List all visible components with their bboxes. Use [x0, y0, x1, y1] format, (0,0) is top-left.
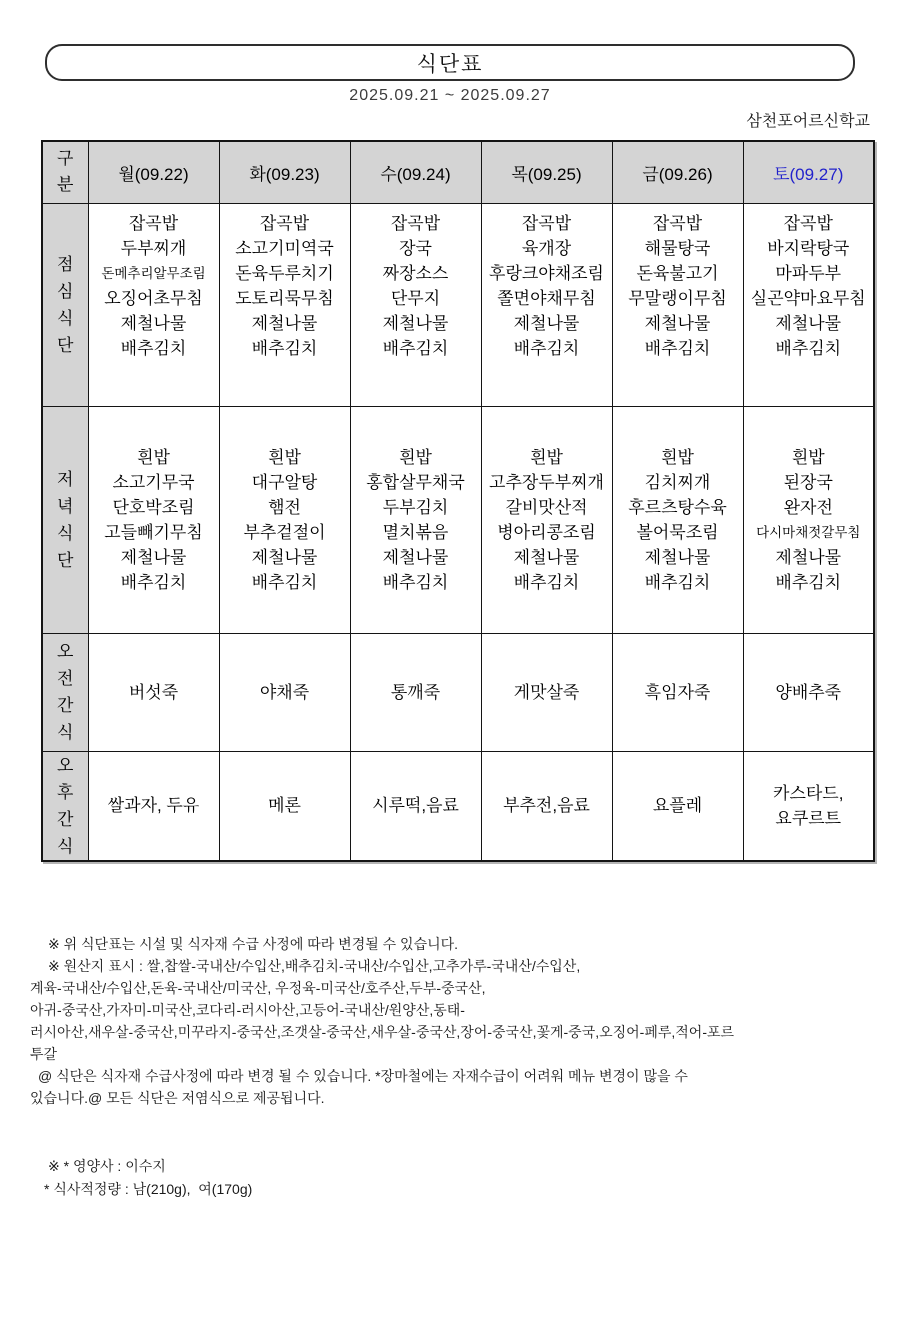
menu-item: 게맛살죽 — [513, 682, 580, 702]
menu-item: 오징어초무침 — [104, 288, 203, 308]
menu-cell-amsnack-thu — [481, 633, 612, 751]
menu-item: 무말랭이무침 — [628, 288, 727, 308]
menu-item: 부추겉절이 — [243, 522, 326, 542]
menu-cell-pmsnack-wed — [350, 751, 481, 861]
menu-item: 후랑크야채조림 — [489, 263, 604, 283]
day-header-sat: 토(09.27) — [743, 141, 874, 203]
menu-item: 장국 — [399, 238, 432, 258]
menu-cell-dinner-wed — [350, 406, 481, 633]
menu-item: 잡곡밥 — [521, 213, 572, 233]
school-name: 삼천포어르신학교 — [746, 113, 870, 130]
menu-item: 양배추죽 — [775, 682, 842, 702]
menu-item: 볼어묵조림 — [636, 522, 719, 542]
menu-cell-lunch-sat — [743, 203, 874, 406]
menu-item: 짜장소스 — [382, 263, 449, 283]
menu-item: 제철나물 — [775, 313, 842, 333]
menu-cell-amsnack-mon — [88, 633, 219, 751]
menu-item: 시루떡,음료 — [372, 796, 459, 815]
menu-item: 카스타드, 요쿠르트 — [773, 783, 844, 828]
menu-item: 고추장두부찌개 — [489, 472, 604, 492]
menu-item: 흰밥 — [137, 447, 170, 467]
menu-item: 요플레 — [652, 796, 703, 815]
menu-item: 제철나물 — [644, 547, 711, 567]
menu-cell-dinner-thu — [481, 406, 612, 633]
corner-cell-gubun: 구 분 — [42, 141, 88, 203]
day-header-tue: 화(09.23) — [219, 141, 350, 203]
table-header-row — [42, 141, 874, 203]
page-title: 식단표 — [416, 52, 484, 76]
title-box — [45, 44, 855, 81]
menu-cell-dinner-fri — [612, 406, 743, 633]
row-label-afternoon-snack: 오 후 간 식 — [42, 751, 88, 861]
note-line: @ 식단은 식자재 수급사정에 따라 변경 될 수 있습니다. *장마철에는 자재수급이 어려워 메뉴 변경이 많을 수 — [38, 1067, 688, 1084]
menu-item: 잡곡밥 — [259, 213, 310, 233]
menu-cell-amsnack-sat — [743, 633, 874, 751]
note-line: 러시아산,새우살-중국산,미꾸라지-중국산,조갯살-중국산,새우살-중국산,장어-중국산,꽃게-중국,오징어-페루,적어-포르 — [30, 1023, 735, 1040]
menu-item: 제철나물 — [382, 313, 449, 333]
menu-item: 갈비맛산적 — [505, 497, 588, 517]
note-line: 투갈 — [30, 1045, 58, 1062]
menu-item: 배추김치 — [513, 338, 580, 358]
menu-item: 해물탕국 — [644, 238, 711, 258]
menu-cell-dinner-mon — [88, 406, 219, 633]
menu-item: 흰밥 — [268, 447, 301, 467]
menu-item: 바지락탕국 — [767, 238, 850, 258]
menu-item: 소고기미역국 — [235, 238, 334, 258]
menu-item: 후르츠탕수육 — [628, 497, 727, 517]
origin-notes — [30, 933, 880, 1109]
day-header-thu: 목(09.25) — [481, 141, 612, 203]
note-line: ※ 위 식단표는 시설 및 식자재 수급 사정에 따라 변경될 수 있습니다. — [48, 935, 459, 952]
row-label-morning-snack: 오 전 간 식 — [42, 633, 88, 751]
menu-cell-amsnack-tue — [219, 633, 350, 751]
menu-item: 메론 — [268, 796, 301, 815]
portion-line: * 식사적정량 : 남(210g), 여(170g) — [44, 1180, 253, 1197]
menu-item: 배추김치 — [775, 338, 842, 358]
menu-item: 배추김치 — [382, 338, 449, 358]
menu-item: 돈메추리알무조림 — [101, 265, 206, 281]
menu-cell-pmsnack-thu — [481, 751, 612, 861]
date-range: 2025.09.21 ~ 2025.09.27 — [349, 87, 551, 104]
menu-item: 부추전,음료 — [503, 796, 590, 815]
menu-item: 단무지 — [390, 288, 441, 308]
menu-item: 흰밥 — [530, 447, 563, 467]
menu-cell-dinner-tue — [219, 406, 350, 633]
lunch-row — [42, 203, 874, 406]
menu-item: 잡곡밥 — [128, 213, 179, 233]
menu-item: 제철나물 — [382, 547, 449, 567]
menu-item: 마파두부 — [775, 263, 842, 283]
menu-cell-lunch-fri — [612, 203, 743, 406]
dinner-row — [42, 406, 874, 633]
menu-item: 배추김치 — [120, 338, 187, 358]
afternoon-snack-row — [42, 751, 874, 861]
menu-item: 배추김치 — [251, 338, 318, 358]
menu-item: 잡곡밥 — [652, 213, 703, 233]
menu-item: 버섯죽 — [128, 682, 179, 702]
menu-cell-lunch-thu — [481, 203, 612, 406]
menu-cell-dinner-sat — [743, 406, 874, 633]
morning-snack-row — [42, 633, 874, 751]
day-header-mon: 월(09.22) — [88, 141, 219, 203]
menu-cell-amsnack-wed — [350, 633, 481, 751]
menu-item: 소고기무국 — [112, 472, 195, 492]
note-line: ※ 원산지 표시 : 쌀,찹쌀-국내산/수입산,배추김치-국내산/수입산,고추가루-국내산/수입산, — [48, 957, 581, 974]
menu-item: 흰밥 — [661, 447, 694, 467]
menu-item: 다시마채젓갈무침 — [756, 524, 861, 540]
menu-item: 된장국 — [783, 472, 833, 492]
row-label-dinner: 저 녁 식 단 — [42, 406, 88, 633]
staff-info — [44, 1155, 880, 1201]
menu-item: 잡곡밥 — [390, 213, 441, 233]
menu-item: 대구알탕 — [251, 472, 318, 492]
menu-item: 잡곡밥 — [783, 213, 833, 233]
menu-item: 돈육불고기 — [636, 263, 719, 283]
menu-item: 흰밥 — [399, 447, 432, 467]
dietitian-line: ※ * 영양사 : 이수지 — [48, 1157, 166, 1174]
menu-item: 제철나물 — [513, 313, 580, 333]
meal-plan-page — [0, 44, 900, 1317]
menu-item: 고들빼기무침 — [104, 522, 203, 542]
menu-cell-amsnack-fri — [612, 633, 743, 751]
menu-item: 배추김치 — [644, 338, 711, 358]
meal-plan-table — [41, 140, 875, 862]
menu-item: 단호박조림 — [112, 497, 195, 517]
menu-item: 제철나물 — [775, 547, 842, 567]
menu-item: 배추김치 — [382, 572, 449, 592]
menu-item: 제철나물 — [251, 547, 318, 567]
row-label-lunch: 점 심 식 단 — [42, 203, 88, 406]
menu-item: 배추김치 — [644, 572, 711, 592]
menu-item: 배추김치 — [513, 572, 580, 592]
menu-item: 제철나물 — [251, 313, 318, 333]
menu-cell-lunch-wed — [350, 203, 481, 406]
menu-item: 쌀과자, 두유 — [107, 796, 200, 815]
menu-item: 병아리콩조림 — [497, 522, 596, 542]
menu-item: 배추김치 — [775, 572, 842, 592]
menu-cell-pmsnack-tue — [219, 751, 350, 861]
day-header-fri: 금(09.26) — [612, 141, 743, 203]
note-line: 아귀-중국산,가자미-미국산,코다리-러시아산,고등어-국내산/원양산,동태- — [30, 1001, 465, 1018]
menu-item: 통깨죽 — [390, 682, 441, 702]
menu-cell-lunch-mon — [88, 203, 219, 406]
menu-item: 야채죽 — [259, 682, 310, 702]
menu-item: 배추김치 — [120, 572, 187, 592]
menu-item: 실곤약마요무침 — [750, 288, 866, 308]
note-line: 있습니다.@ 모든 식단은 저염식으로 제공됩니다. — [30, 1089, 325, 1106]
menu-cell-pmsnack-mon — [88, 751, 219, 861]
menu-item: 홍합살무채국 — [366, 472, 465, 492]
menu-item: 배추김치 — [251, 572, 318, 592]
menu-item: 햄전 — [268, 497, 301, 517]
note-line: 계육-국내산/수입산,돈육-국내산/미국산, 우정육-미국산/호주산,두부-중국산, — [30, 979, 486, 996]
menu-cell-pmsnack-sat — [743, 751, 874, 861]
menu-item: 완자전 — [783, 497, 833, 517]
menu-item: 육개장 — [521, 238, 572, 258]
menu-item: 김치찌개 — [644, 472, 711, 492]
menu-item: 제철나물 — [644, 313, 711, 333]
menu-cell-lunch-tue — [219, 203, 350, 406]
menu-item: 흰밥 — [791, 447, 825, 467]
menu-item: 두부김치 — [382, 497, 449, 517]
menu-cell-pmsnack-fri — [612, 751, 743, 861]
menu-item: 도토리묵무침 — [235, 288, 334, 308]
menu-item: 두부찌개 — [120, 238, 187, 258]
menu-item: 쫄면야채무침 — [497, 288, 596, 308]
menu-item: 제철나물 — [120, 313, 187, 333]
menu-item: 멸치볶음 — [382, 522, 449, 542]
menu-item: 흑임자죽 — [644, 682, 711, 702]
menu-item: 제철나물 — [120, 547, 187, 567]
menu-item: 돈육두루치기 — [235, 263, 334, 283]
day-header-wed: 수(09.24) — [350, 141, 481, 203]
menu-item: 제철나물 — [513, 547, 580, 567]
